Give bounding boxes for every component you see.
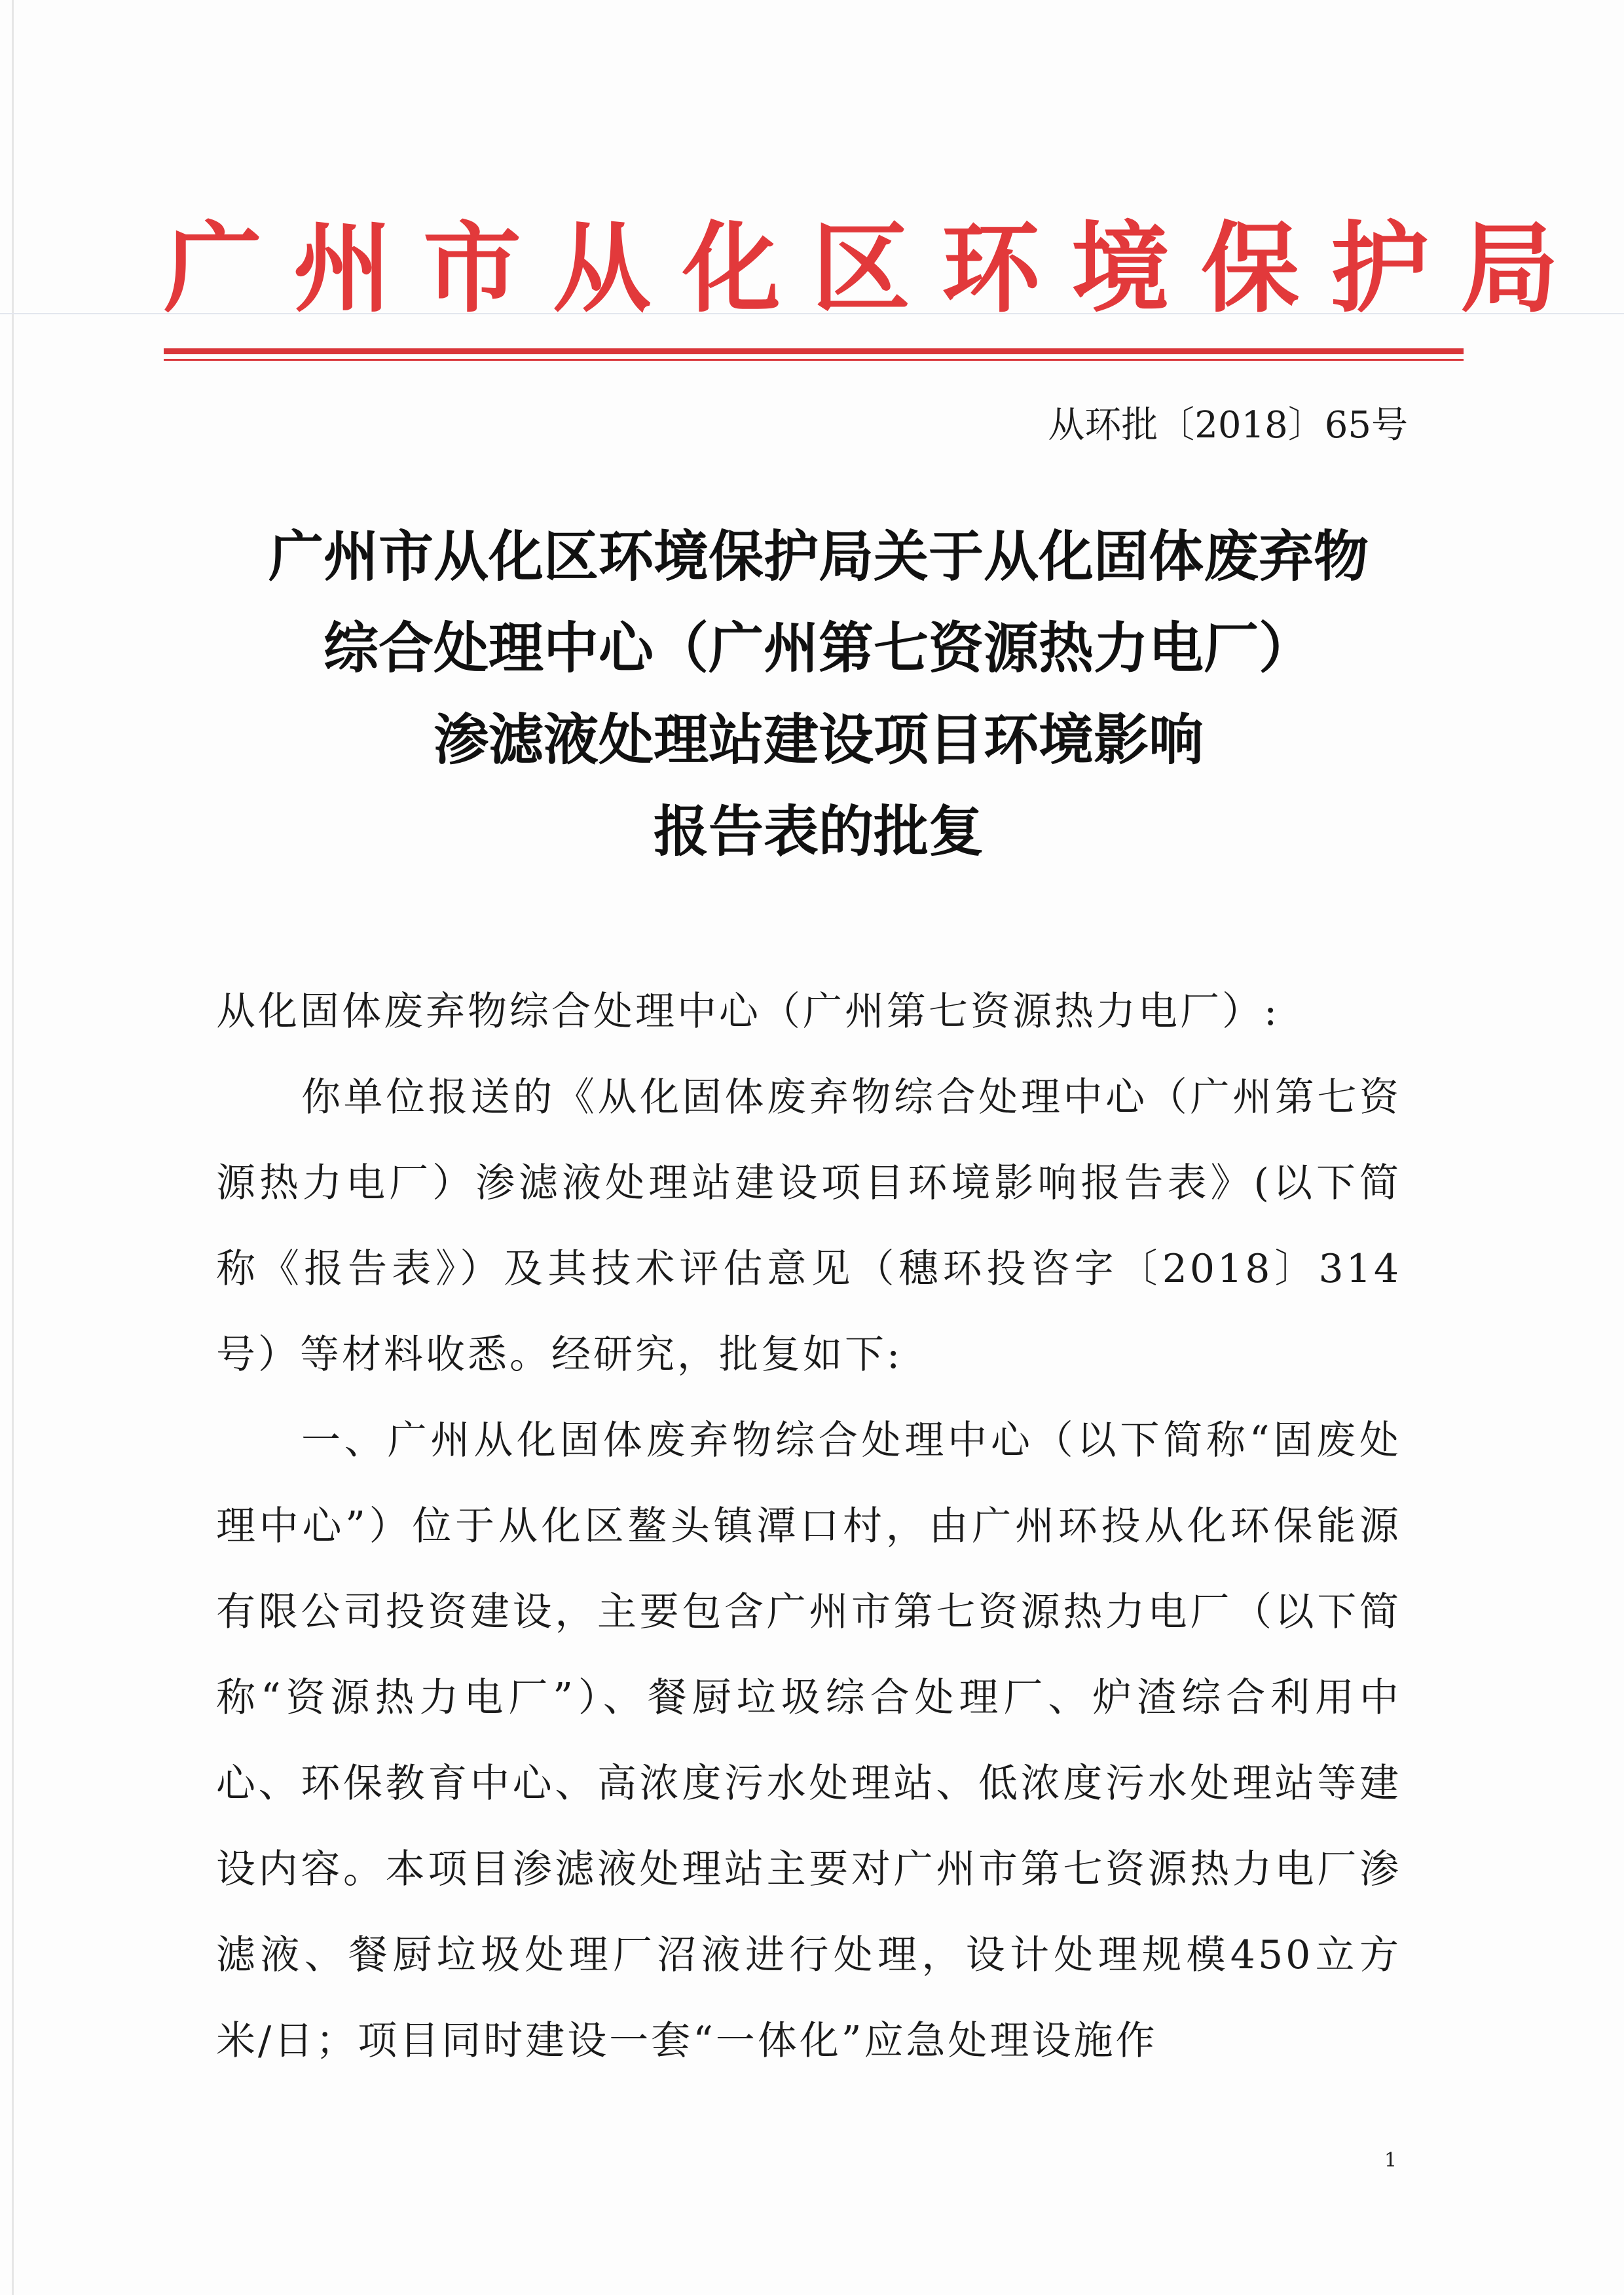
body-paragraph-1: 你单位报送的《从化固体废弃物综合处理中心（广州第七资源热力电厂）渗滤液处理站建设项目环境影响报告表》(以下简称《报告表》）及其技术评估意见（穗环投咨字〔2018〕314号）等材料收悉。经研究，批复如下:	[216, 1074, 1401, 1378]
document-title	[196, 511, 1441, 877]
title-line-2: 综合处理中心（广州第七资源热力电厂）	[323, 616, 1314, 680]
header-rule-thick	[164, 348, 1464, 354]
document-body	[216, 969, 1401, 2084]
scan-edge	[12, 0, 14, 2295]
addressee: 从化固体废弃物综合处理中心（广州第七资源热力电厂）:	[216, 989, 1280, 1035]
body-paragraph-2: 一、广州从化固体废弃物综合处理中心（以下简称“固废处理中心”）位于从化区鳌头镇潭口村，由广州环投从化环保能源有限公司投资建设，主要包含广州市第七资源热力电厂（以下简称“资源热力电厂”）、餐厨垃圾综合处理厂、炉渣综合利用中心、环保教育中心、高浓度污水处理站、低浓度污水处理站等建设内容。本项目渗滤液处理站主要对广州市第七资源热力电厂渗滤液、餐厨垃圾处理厂沼液进行处理，设计处理规模450立方米/日；项目同时建设一套“一体化”应急处理设施作	[216, 1418, 1401, 2064]
header-rule-thin	[164, 359, 1464, 361]
title-line-1: 广州市从化区环境保护局关于从化固体废弃物	[268, 524, 1369, 589]
agency-header: 广州市从化区环境保护局	[164, 211, 1591, 326]
page-number: 1	[1384, 2149, 1397, 2172]
title-line-3: 渗滤液处理站建设项目环境影响	[433, 708, 1204, 772]
title-line-4: 报告表的批复	[653, 799, 984, 864]
document-number: 从环批〔2018〕65号	[1048, 404, 1408, 447]
